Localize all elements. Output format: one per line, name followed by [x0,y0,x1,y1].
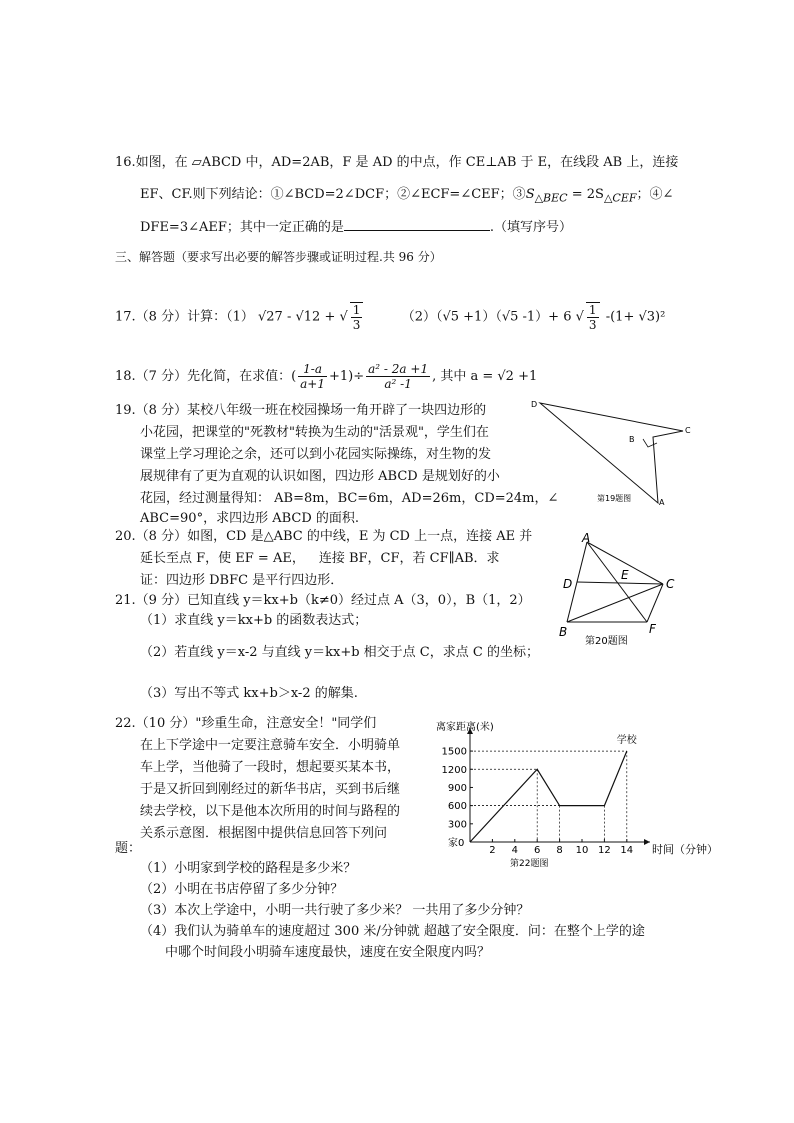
q16-line-2f: ；④∠ [636,187,674,202]
chart-y-tick-label: 900 [447,782,467,794]
q21-line-4: （3）写出不等式 kx+b＞x-2 的解集. [140,686,358,701]
q20-segment-bc [567,584,663,622]
q19-line-6: ABC=90°，求四边形 ABCD 的面积. [140,511,360,526]
chart-y-tick-label: 1500 [441,746,467,758]
chart-x-axis-label: 时间（分钟） [652,843,718,856]
q16-line-2a: EF、CF.则下列结论：①∠BCD=2∠DCF；②∠ECF=∠CEF；③ [140,187,526,202]
chart-x-tick-label: 4 [511,845,518,856]
q17-frac2-den: 3 [588,318,597,332]
q20-figure [555,530,695,645]
q20-label-e: E [621,568,629,582]
q20-segment-dc [577,582,663,584]
q22-line-3: 车上学，当他骑了一段时，想起要买某本书， [140,760,401,775]
q19-line-1: 19.（8 分）某校八年级一班在校园操场一角开辟了一块四边形的 [115,403,487,418]
q18-label: 18.（7 分）先化简，在求值：( [115,369,297,384]
q20-label-f: F [649,622,656,636]
chart-x-tick-label: 14 [620,845,634,856]
chart-y-tick-label: 300 [447,819,467,831]
q16-s1-sub: △BEC [534,191,568,205]
chart-x-tick-label: 2 [489,845,496,856]
q16-line-3b: .（填写序号） [489,220,573,235]
q20-label-b: B [559,625,568,639]
q18-mid: +1)÷ [329,369,365,384]
q20-line-3: 证：四边形 DBFC 是平行四边形． [140,573,344,588]
q20-line-1: 20.（8 分）如图，CD 是△ABC 的中线，E 为 CD 上一点，连接 AE 并 [115,529,533,544]
q18-frac1-num: 1-a [298,362,327,377]
chart-x-tick-label: 6 [534,845,541,856]
q16-line-1: 16.如图，在 ▱ABCD 中，AD=2AB，F 是 AD 的中点，作 CE⊥AB 于 E，在线段 AB 上，连接 [115,155,679,170]
q17-label: 17.（8 分）计算：（1） [115,309,254,325]
q17-p1a: √27 [258,309,283,325]
chart-annotation-school: 学校 [616,735,637,747]
q20-line-2 [140,550,500,568]
chart-x-tick-label: 10 [575,845,589,856]
q19-label-a: A [659,498,665,507]
q20-label-a: A [582,531,591,545]
q18-line [115,362,537,391]
q17-p2a: （2）（√5 +1）（√5 -1）+ 6 [401,309,572,325]
q16-answer-blank[interactable] [344,218,490,231]
q19-line-2: 小花园，把课堂的"死教材"转换为生动的"活景观"，学生们在 [140,425,489,440]
q19-line-5: 花园，经过测量得知： AB=8m，BC=6m，AD=26m，CD=24m，∠ [140,491,559,506]
q20-line-2b: 连接 BF，CF，若 CF∥AB．求 [318,551,500,566]
q22-line-1: 22.（10 分）"珍重生命，注意安全！"同学们 [115,716,377,731]
q17-frac2 [586,302,600,332]
chart-y-tick-label: 600 [447,801,467,813]
q22-chart [430,718,718,869]
q20-label-c: C [666,577,675,591]
q22-line-2: 在上下学途中一定要注意骑车安全．小明骑单 [140,738,401,753]
q20-line-2a: 延长至点 F，使 EF = AE， [140,551,305,566]
q18-tail: , 其中 a = √2 +1 [432,369,538,384]
chart-guide-lines [470,751,627,842]
chart-y-tick-label: 1200 [441,764,467,776]
q18-frac2-den: a² -1 [384,377,412,391]
q17-frac1 [350,302,364,332]
q22-line-4: 于是又折回到刚经过的新华书店，买到书后继 [140,782,401,797]
q19-figure [525,395,705,510]
q16-eq: = 2S [567,187,604,202]
q19-label-b: B [629,435,635,444]
chart-x-tick-label: 12 [598,845,611,856]
q18-frac1-den: a+1 [300,377,325,391]
q22-sub-1: （1）小明家到学校的路程是多少米？ [140,861,357,876]
q19-line-3: 课堂上学习理论之余，还可以到小花园实际操练，对生物的发 [140,447,492,462]
q21-line-2: （1）求直线 y＝kx+b 的函数表达式； [140,613,368,628]
q22-line-6: 关系示意图．根据图中提供信息回答下列问 [140,826,388,841]
q17-frac1-den: 3 [352,318,361,332]
q16-line-3 [140,218,572,237]
q16-s2-sub: △CEF [603,191,637,205]
q16-line-3a: DFE=3∠AEF；其中一定正确的是 [140,220,344,235]
q17-line: 17.（8 分）计算：（1） √27 - √12 + √ $\frac{1}{3}$ （2）（√5 +1）（√5 -1）+ 6 √ $\frac{1}{3}$ -(1+ √3)² [115,303,666,332]
q16-s1: S [525,187,535,202]
q20-label-d: D [563,577,573,591]
q22-line-5: 续去学校，以下是他本次所用的时间与路程的 [140,804,401,819]
chart-origin-label: 家0 [448,838,465,849]
q16-line-2 [140,186,673,208]
q19-label-c: C [685,426,691,435]
q22-sub-4b: 中哪个时间段小明骑车速度最快，速度在安全限度内吗？ [165,945,491,960]
q21-line-3: （2）若直线 y＝x-2 与直线 y＝kx+b 相交于点 C，求点 C 的坐标； [140,645,539,660]
chart-x-tick-label: 8 [556,845,563,856]
q22-sub-2: （2）小明在书店停留了多少分钟？ [140,882,344,897]
q17-p2d: -(1+ √3)² [605,309,666,325]
q22-sub-4a: （4）我们认为骑单车的速度超过 300 米/分钟就 超越了安全限度．问：在整个上学的途 [140,924,645,939]
q22-sub-3: （3）本次上学途中，小明一共行驶了多少米？ 一共用了多少分钟？ [140,903,530,918]
section-3-heading: 三、解答题（要求写出必要的解答步骤或证明过程.共 96 分） [115,250,442,264]
q19-right-angle-mark [643,439,657,447]
q22-line-7: 题： [115,841,142,856]
q19-caption: 第19题图 [597,494,632,503]
q19-line-4: 展规律有了更为直观的认识如图，四边形 ABCD 是规划好的小 [140,469,500,484]
q17-frac2-num: 1 [588,303,597,317]
chart-x-arrow [644,839,650,845]
q17-p1b: - √12 + [282,309,336,325]
q18-frac2-num: a² - 2a +1 [368,362,429,376]
q19-quadrilateral [540,403,683,503]
chart-caption: 第22题图 [510,859,549,869]
q18-frac2 [366,362,430,391]
chart-y-axis-label: 离家距离(米) [436,722,494,733]
q19-label-d: D [531,400,538,409]
q18-frac1 [298,362,327,391]
q20-caption: 第20题图 [585,636,628,647]
chart-series-line [470,751,627,842]
q21-line-1: 21.（9 分）已知直线 y＝kx+b（k≠0）经过点 A（3，0），B（1，2） [115,593,531,608]
q17-frac1-num: 1 [352,303,361,317]
